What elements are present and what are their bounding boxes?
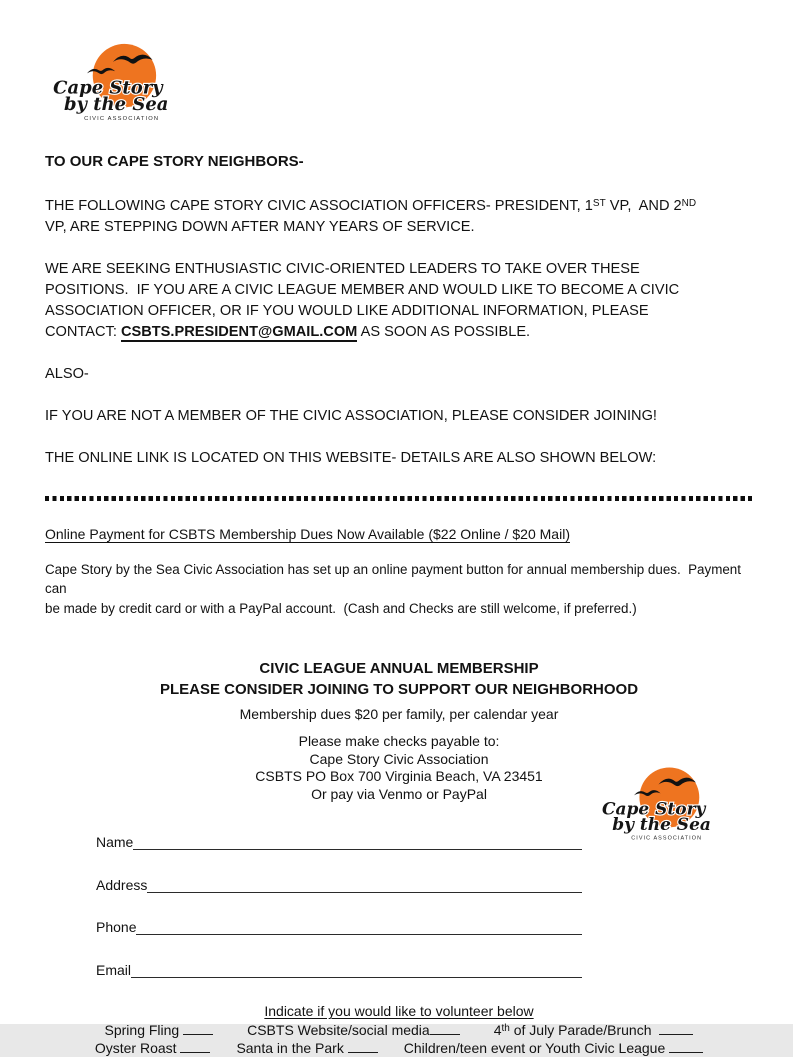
oyster-roast-blank bbox=[180, 1041, 210, 1053]
volunteer-oyster-roast bbox=[95, 1040, 211, 1057]
also-text: ALSO- bbox=[45, 365, 89, 382]
paragraph-officers bbox=[45, 193, 753, 238]
seeking-line2: POSITIONS. IF YOU ARE A CIVIC LEAGUE MEMBER AND WOULD LIKE TO BECOME A CIVIC bbox=[45, 281, 680, 298]
address-field-line bbox=[147, 877, 582, 893]
payment-description-line1: Cape Story by the Sea Civic Association has set up an online payment button for annual membership dues. Payment can bbox=[45, 561, 745, 597]
logo-small-subtitle: CIVIC ASSOCIATION bbox=[631, 835, 703, 842]
logo-script-line2: by the Sea bbox=[63, 94, 169, 116]
membership-form bbox=[45, 833, 753, 978]
july4-number: 4 bbox=[493, 1022, 502, 1039]
volunteer-section bbox=[45, 1003, 753, 1057]
volunteer-july4 bbox=[494, 1020, 694, 1040]
spring-fling-blank bbox=[183, 1023, 213, 1035]
volunteer-heading: Indicate if you would like to volunteer below bbox=[264, 1003, 534, 1020]
name-field-label: Name bbox=[96, 834, 134, 851]
phone-field-line bbox=[136, 919, 582, 935]
website-label: CSBTS Website/social media bbox=[247, 1022, 430, 1039]
paragraph-officers-line1 bbox=[45, 193, 753, 217]
seeking-line4 bbox=[45, 322, 753, 343]
membership-title: CIVIC LEAGUE ANNUAL MEMBERSHIP bbox=[259, 660, 539, 678]
email-field-label: Email bbox=[96, 961, 132, 978]
ordinal-nd: ND bbox=[681, 197, 697, 209]
checks-line3: CSBTS PO Box 700 Virginia Beach, VA 23451 bbox=[255, 768, 543, 785]
july4-label: of July Parade/Brunch bbox=[509, 1022, 652, 1039]
children-blank bbox=[669, 1041, 703, 1053]
contact-tail: AS SOON AS POSSIBLE. bbox=[357, 323, 531, 340]
volunteer-row-2 bbox=[45, 1040, 753, 1057]
online-payment-link[interactable]: Online Payment for CSBTS Membership Dues Now Available ($22 Online / $20 Mail) bbox=[45, 525, 570, 542]
logo-subtitle: CIVIC ASSOCIATION bbox=[84, 116, 160, 123]
volunteer-row-1 bbox=[45, 1020, 753, 1040]
children-label: Children/teen event or Youth Civic League bbox=[403, 1039, 670, 1056]
membership-subtitle: PLEASE CONSIDER JOINING TO SUPPORT OUR NEIGHBORHOOD bbox=[159, 680, 639, 698]
santa-blank bbox=[348, 1041, 378, 1053]
officers-text: THE FOLLOWING CAPE STORY CIVIC ASSOCIATION OFFICERS- PRESIDENT, 1 bbox=[45, 197, 593, 214]
oyster-roast-label: Oyster Roast bbox=[94, 1039, 181, 1056]
paragraph-join: IF YOU ARE NOT A MEMBER OF THE CIVIC ASSOCIATION, PLEASE CONSIDER JOINING! bbox=[45, 407, 657, 424]
cape-story-logo-small bbox=[600, 760, 711, 843]
membership-dues: Membership dues $20 per family, per calendar year bbox=[239, 706, 559, 723]
form-row-address bbox=[96, 876, 582, 893]
logo-small-script-line1: Cape Story bbox=[602, 799, 706, 820]
dotted-divider bbox=[45, 496, 755, 501]
payment-description bbox=[45, 560, 753, 619]
email-field-line bbox=[131, 962, 582, 978]
payment-description-line2: be made by credit card or with a PayPal account. (Cash and Checks are still welcome, if preferred.) bbox=[45, 600, 637, 616]
july4-ordinal: th bbox=[501, 1023, 510, 1035]
volunteer-children bbox=[404, 1040, 703, 1057]
checks-line1: Please make checks payable to: bbox=[298, 733, 500, 750]
logo-small-script-line2: by the Sea bbox=[612, 815, 711, 836]
checks-line2: Cape Story Civic Association bbox=[309, 750, 489, 767]
volunteer-spring-fling bbox=[105, 1022, 214, 1040]
paragraph-officers-line2: VP, ARE STEPPING DOWN AFTER MANY YEARS OF SERVICE. bbox=[45, 218, 475, 235]
santa-label: Santa in the Park bbox=[236, 1039, 348, 1056]
name-field-line bbox=[133, 834, 582, 850]
contact-label: CONTACT: bbox=[45, 323, 121, 340]
address-field-label: Address bbox=[96, 876, 148, 893]
form-row-email bbox=[96, 961, 582, 978]
president-email-link[interactable]: CSBTS.PRESIDENT@GMAIL.COM bbox=[120, 323, 358, 340]
greeting-heading: TO OUR CAPE STORY NEIGHBORS- bbox=[45, 152, 304, 170]
seeking-line3: ASSOCIATION OFFICER, OR IF YOU WOULD LIKE ADDITIONAL INFORMATION, PLEASE bbox=[45, 302, 649, 319]
july4-blank bbox=[659, 1023, 693, 1035]
spring-fling-label: Spring Fling bbox=[104, 1022, 184, 1039]
phone-field-label: Phone bbox=[96, 919, 137, 936]
logo-script-line1: Cape Story bbox=[53, 77, 163, 99]
ordinal-st: ST bbox=[592, 197, 606, 209]
volunteer-website bbox=[247, 1022, 460, 1040]
paragraph-online-link: THE ONLINE LINK IS LOCATED ON THIS WEBSITE- DETAILS ARE ALSO SHOWN BELOW: bbox=[45, 449, 657, 466]
form-row-phone bbox=[96, 918, 582, 935]
website-blank bbox=[430, 1023, 460, 1035]
checks-line4: Or pay via Venmo or PayPal bbox=[311, 785, 487, 802]
officers-text-mid: VP, AND 2 bbox=[605, 197, 682, 214]
paragraph-seeking bbox=[45, 259, 753, 343]
seeking-line1: WE ARE SEEKING ENTHUSIASTIC CIVIC-ORIENTED LEADERS TO TAKE OVER THESE bbox=[45, 260, 640, 277]
form-row-name bbox=[96, 833, 582, 850]
cape-story-logo bbox=[51, 36, 169, 124]
volunteer-santa bbox=[236, 1040, 377, 1057]
